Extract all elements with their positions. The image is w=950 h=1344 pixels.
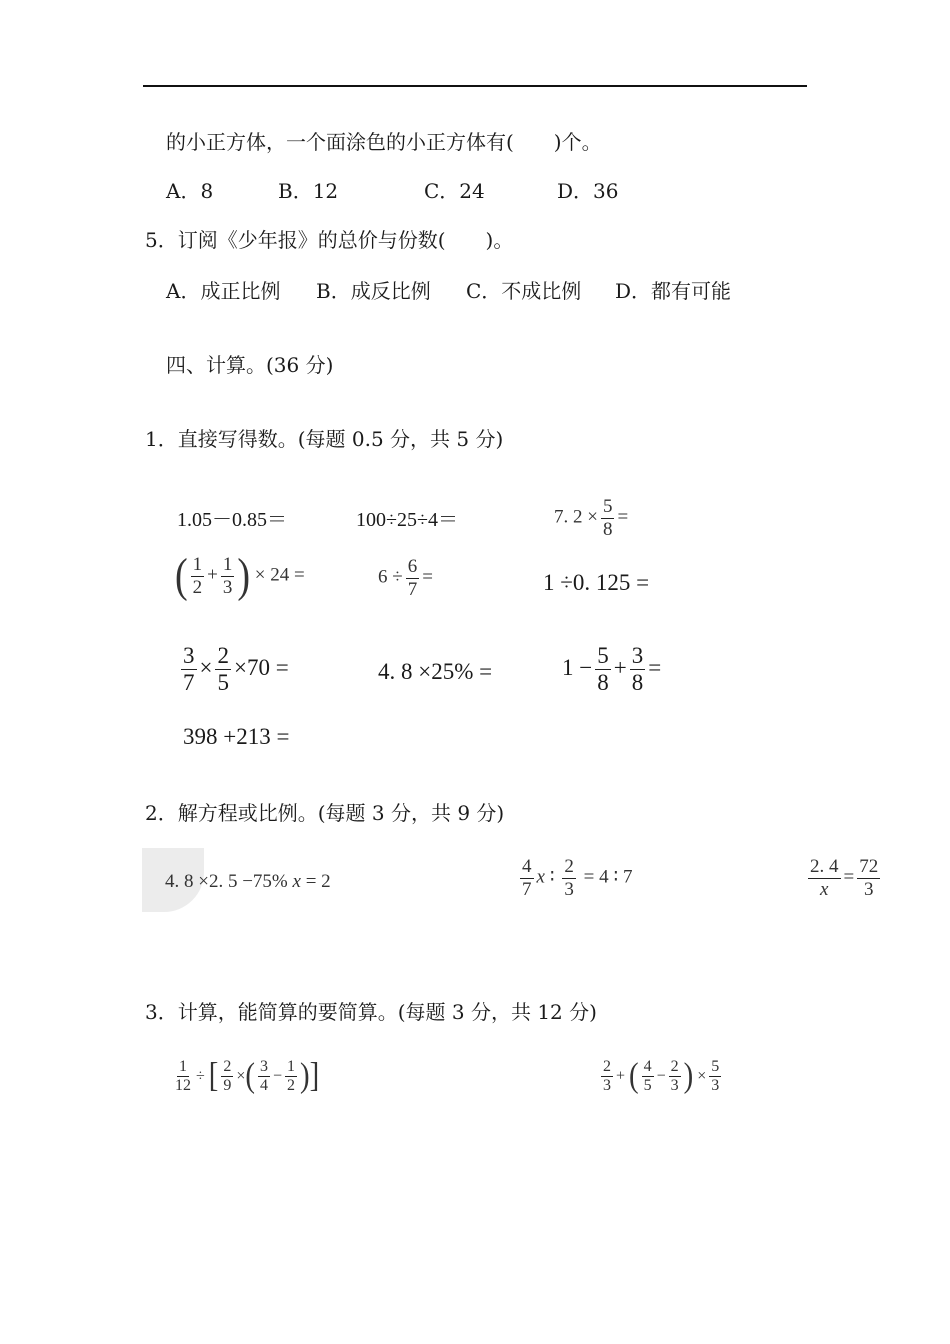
calc-2-3: 1 ÷0. 125 = <box>543 570 650 595</box>
part1-title: 1．直接写得数。(每题 0.5 分，共 5 分) <box>145 427 504 451</box>
calc-3-2: 4. 8 ×25% = <box>378 659 493 684</box>
q4-option-a: A．8 <box>166 179 214 203</box>
header-rule <box>143 85 807 87</box>
part2-title: 2．解方程或比例。(每题 3 分，共 9 分) <box>145 801 505 825</box>
calc-1-3: 7. 2 × $\frac{5}{8}$ = <box>554 496 629 540</box>
calc-2-1: ( $\frac{1}{2}$ + $\frac{1}{3}$ ) × 24 = <box>175 550 305 603</box>
q5-stem: 5．订阅《少年报》的总价与份数( )。 <box>145 228 514 252</box>
q4-option-c: C．24 <box>424 179 485 203</box>
calc-3-3: 1 − $\frac{5}{8}$ + $\frac{3}{8}$ = <box>562 643 662 696</box>
calc-1-1: 1.05－0.85＝ <box>177 509 287 531</box>
part3-title: 3．计算，能简算的要简算。(每题 3 分，共 12 分) <box>145 1000 597 1024</box>
q5-option-b: B．成反比例 <box>316 279 431 303</box>
q5-option-a: A．成正比例 <box>166 279 281 303</box>
simplify-1: $\frac{1}{12}$ ÷ [ $\frac{2}{9}$ ×( $\frac{3}{4}$ − $\frac{1}{2}$ )] <box>175 1057 320 1096</box>
q5-option-c: C．不成比例 <box>466 279 582 303</box>
q4-stem: 的小正方体，一个面涂色的小正方体有( )个。 <box>166 130 602 154</box>
equation-1: 4. 8 ×2. 5 −75% x = 2 <box>165 871 331 892</box>
calc-2-2: 6 ÷ $\frac{6}{7}$ = <box>378 556 433 600</box>
calc-4-1: 398 +213 = <box>183 724 290 749</box>
section-title: 四、计算。(36 分) <box>166 353 334 377</box>
q4-option-d: D．36 <box>557 179 619 203</box>
simplify-2: $\frac{2}{3}$ + ( $\frac{4}{5}$ − $\frac{2}{3}$ ) × $\frac{5}{3}$ <box>603 1057 720 1096</box>
calc-1-2: 100÷25÷4＝ <box>356 509 458 531</box>
equation-2: $\frac{4}{7}$ x ∶ $\frac{2}{3}$ = 4 ∶ 7 <box>522 856 633 900</box>
calc-3-1: $\frac{3}{7}$ × $\frac{2}{5}$ ×70 = <box>183 643 289 696</box>
q4-option-b: B．12 <box>278 179 339 203</box>
equation-3: $\frac{2. 4}{x}$ = $\frac{72}{3}$ <box>810 856 879 900</box>
q5-option-d: D．都有可能 <box>615 279 732 303</box>
